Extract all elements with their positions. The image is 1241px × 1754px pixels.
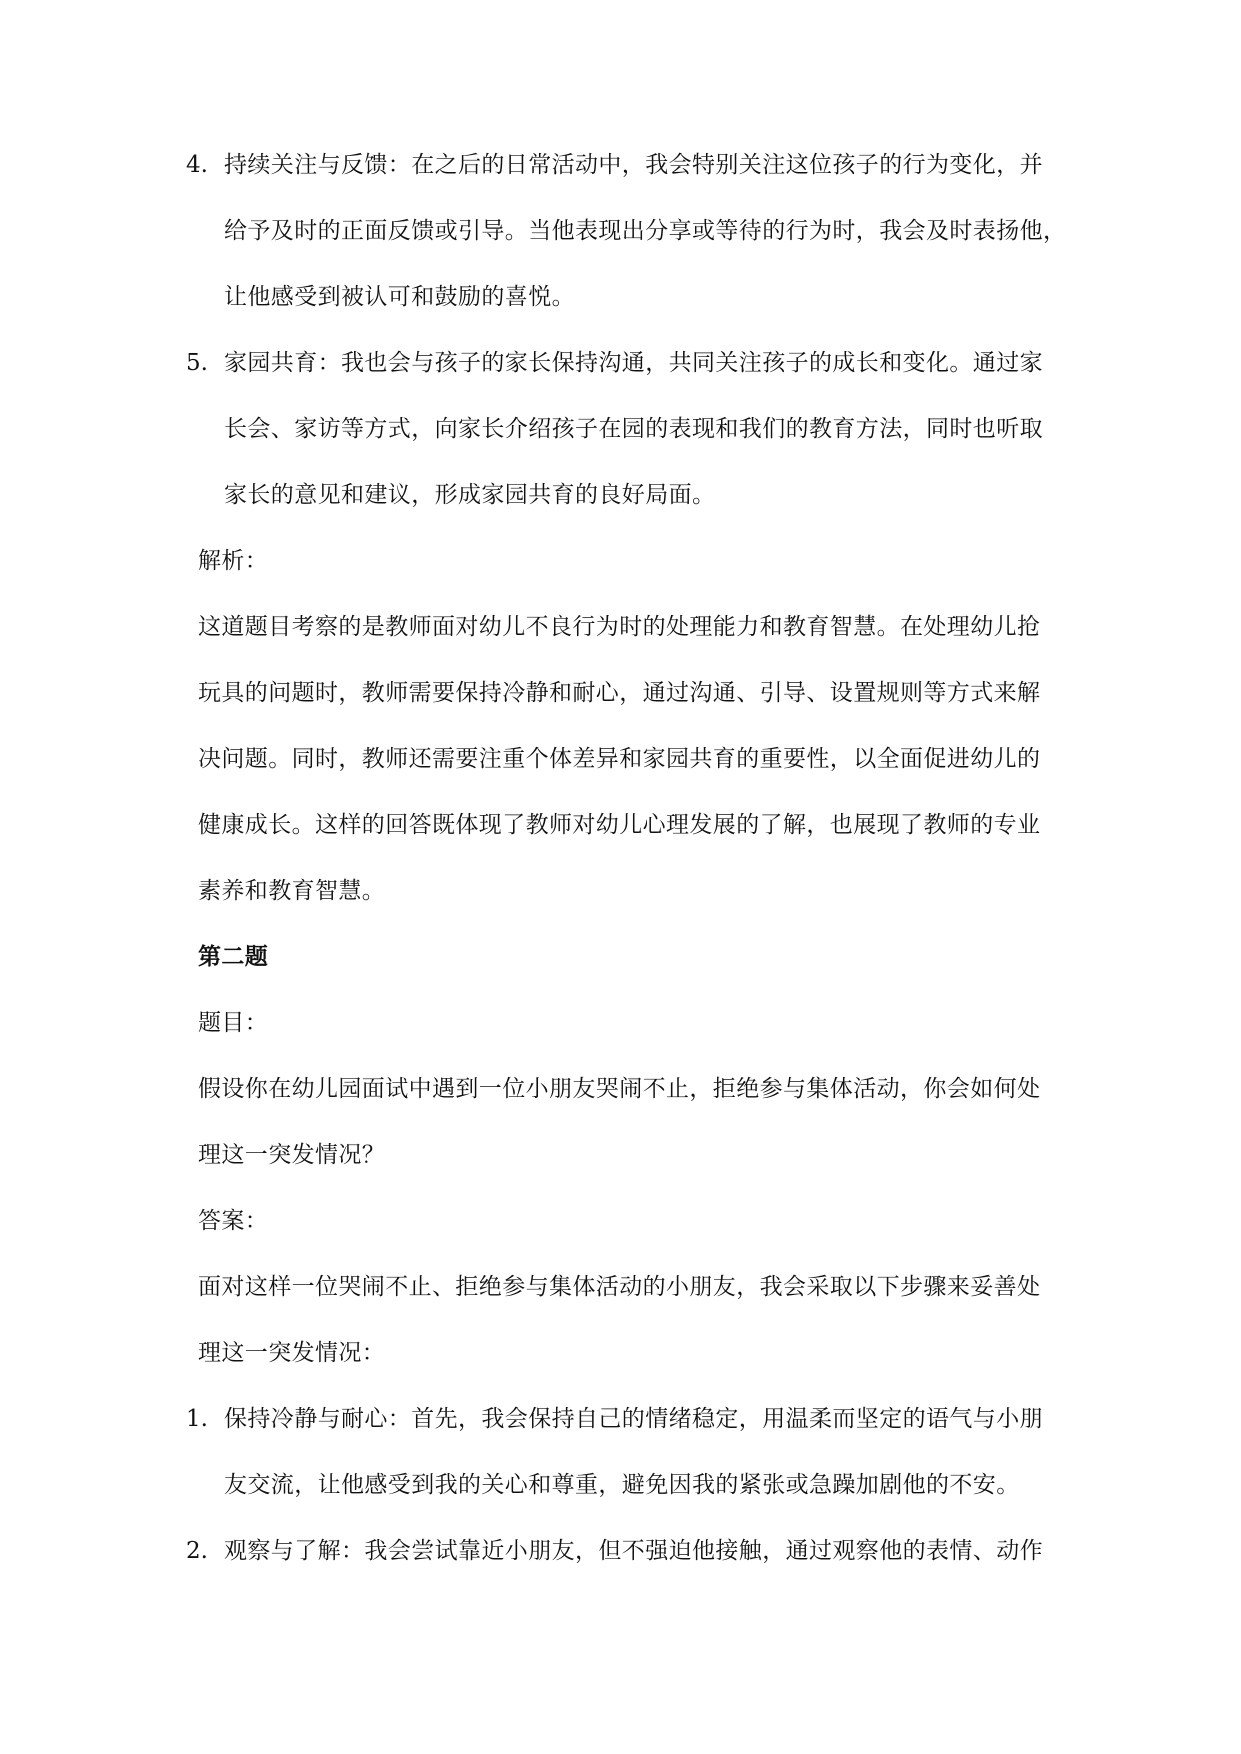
analysis-label: 解析： <box>198 548 269 574</box>
paragraph-line: 理这一突发情况？ <box>198 1142 386 1168</box>
list-item-text: 家园共育：我也会与孩子的家长保持沟通，共同关注孩子的成长和变化。通过家 <box>224 350 1043 376</box>
list-item-number: 4. <box>186 152 208 178</box>
answer-label: 答案： <box>198 1208 269 1234</box>
list-item-text: 友交流，让他感受到我的关心和尊重，避免因我的紧张或急躁加剧他的不安。 <box>224 1472 1020 1498</box>
list-item-number: 5. <box>186 350 208 376</box>
paragraph-line: 这道题目考察的是教师面对幼儿不良行为时的处理能力和教育智慧。在处理幼儿抢 <box>198 614 1041 640</box>
list-item-text: 给予及时的正面反馈或引导。当他表现出分享或等待的行为时，我会及时表扬他， <box>224 218 1067 244</box>
list-item-number: 2. <box>186 1538 208 1564</box>
list-item-text: 长会、家访等方式，向家长介绍孩子在园的表现和我们的教育方法，同时也听取 <box>224 416 1043 442</box>
paragraph-line: 理这一突发情况： <box>198 1340 386 1366</box>
list-item-text: 家长的意见和建议，形成家园共育的良好局面。 <box>224 482 716 508</box>
list-item-number: 1. <box>186 1406 208 1432</box>
paragraph-line: 面对这样一位哭闹不止、拒绝参与集体活动的小朋友，我会采取以下步骤来妥善处 <box>198 1274 1041 1300</box>
paragraph-line: 素养和教育智慧。 <box>198 878 386 904</box>
list-item-text: 持续关注与反馈：在之后的日常活动中，我会特别关注这位孩子的行为变化，并 <box>224 152 1043 178</box>
paragraph-line: 决问题。同时，教师还需要注重个体差异和家园共育的重要性，以全面促进幼儿的 <box>198 746 1041 772</box>
paragraph-line: 健康成长。这样的回答既体现了教师对幼儿心理发展的了解，也展现了教师的专业 <box>198 812 1041 838</box>
list-item-text: 观察与了解：我会尝试靠近小朋友，但不强迫他接触，通过观察他的表情、动作 <box>224 1538 1043 1564</box>
list-item-text: 保持冷静与耐心：首先，我会保持自己的情绪稳定，用温柔而坚定的语气与小朋 <box>224 1406 1043 1432</box>
section-title: 第二题 <box>198 943 269 970</box>
paragraph-line: 假设你在幼儿园面试中遇到一位小朋友哭闹不止，拒绝参与集体活动，你会如何处 <box>198 1076 1041 1102</box>
question-label: 题目： <box>198 1010 269 1036</box>
paragraph-line: 玩具的问题时，教师需要保持冷静和耐心，通过沟通、引导、设置规则等方式来解 <box>198 680 1041 706</box>
list-item-text: 让他感受到被认可和鼓励的喜悦。 <box>224 284 575 310</box>
